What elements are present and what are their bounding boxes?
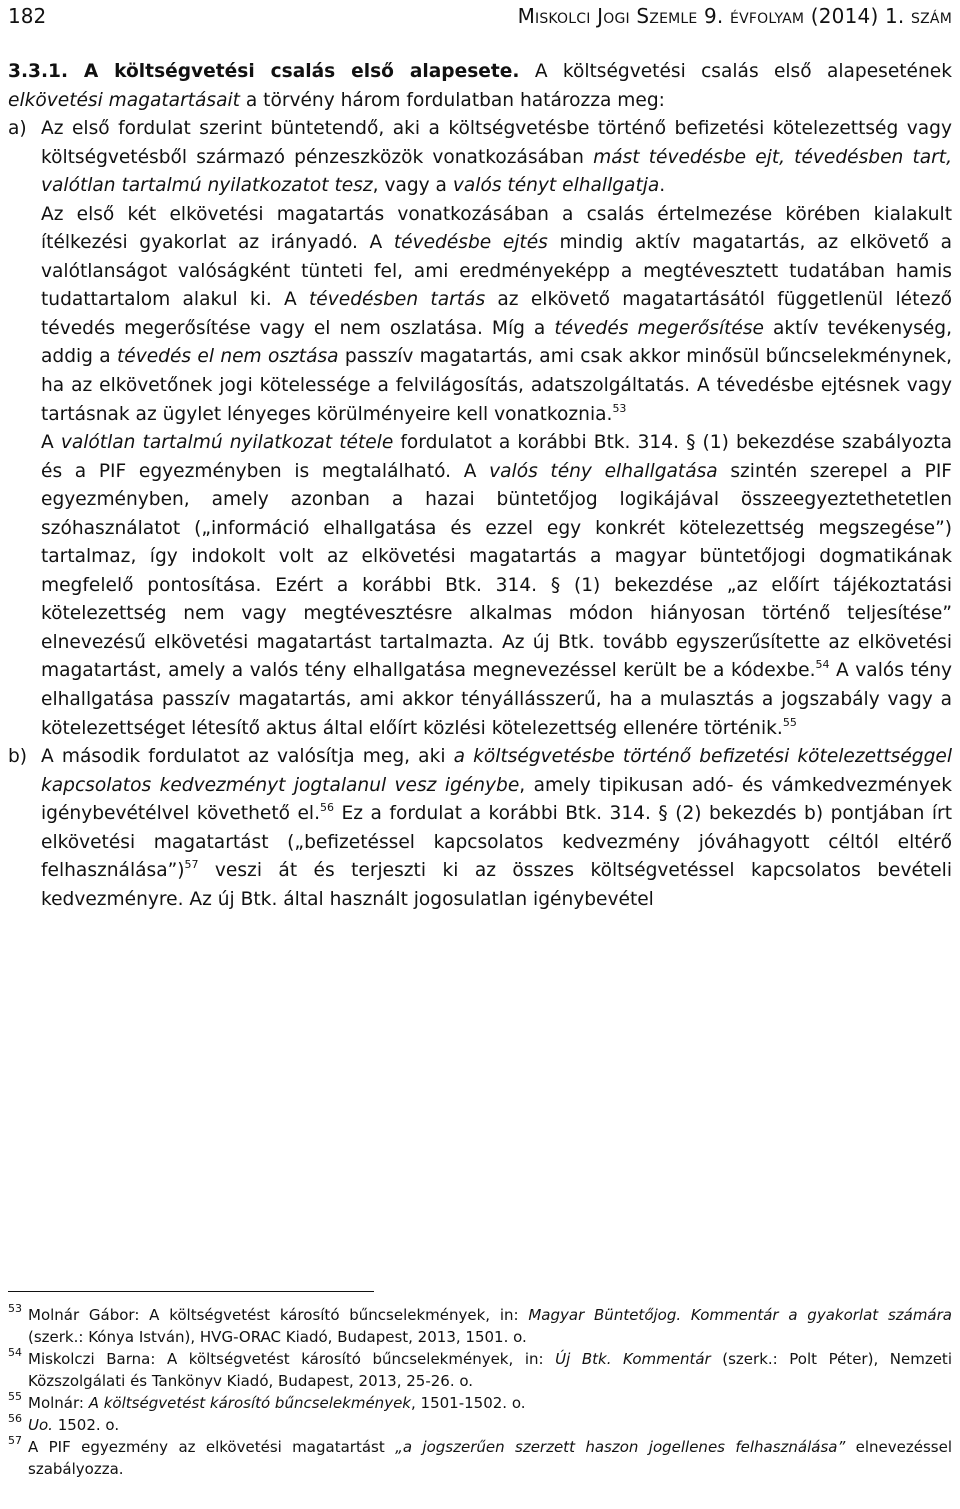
footnote-55 (8, 1392, 952, 1414)
footnote-text: elnevezéssel szabályozza. (28, 1438, 953, 1478)
footnote-53 (8, 1304, 952, 1348)
footnote-text: (szerk.: Polt Péter), Nemzeti Közszolgálati és Tankönyv Kiadó, Budapest, 2013, 25-26. o. (28, 1350, 952, 1390)
text-run: valós tény elhallgatása (489, 460, 718, 482)
text-run: fordulatot a korábbi Btk. 314. § (1) bekezdése szabályozta és a PIF egyezményben is megtalálható. A (41, 432, 952, 482)
footnote-ref[interactable]: 53 (612, 401, 627, 415)
footnote-text: Új Btk. Kommentár (555, 1350, 711, 1368)
footnote-number: 56 (8, 1412, 22, 1425)
footnote-text: , 1501-1502. o. (410, 1394, 526, 1412)
text-run: , amely tipikusan adó- és vámkedvezmények igénybevétélvel követhető el. (41, 774, 952, 825)
text-run: elkövetési magatartásait (8, 89, 240, 111)
text-run: veszi át és terjeszti ki az összes költségvetéssel kapcsolatos bevételi kedvezményre. Az új Btk. által használt jogosulatlan igénybevétel (41, 860, 952, 910)
text-run: szintén szerepel a PIF egyezményben, amely azonban a hazai büntetőjog logikájával összeegyeztethetetlen szóhasználatot („információ elhallgatása és ezzel egy konkrét kötelezettség megszegése”) tartalmaz, így indokolt volt az elkövetési magatartás a magyar büntetőjogi dogmatikának megfelelő pontosítása. Ezért a korábbi Btk. 314. § (1) bekezdése „az előírt tájékoztatási kötelezettség nem vagy megtévesztésre alkalmas módon hiányosan történő teljesítése” elnevezésű elkövetési magatartást tartalmazta. Az új Btk. tovább egyszerűsítette az elkövetési magatartást, amely a valós tény elhallgatása megnevezéssel került be a kódexbe. (41, 460, 953, 682)
footnote-text: Uo. (28, 1416, 53, 1434)
footnote-ref[interactable]: 54 (815, 658, 830, 672)
list-label: a) (8, 118, 27, 140)
footnote-number: 53 (8, 1302, 22, 1315)
text-run: tévedés el nem osztása (116, 346, 339, 368)
journal-title: Miskolci Jogi Szemle 9. évfolyam (2014) 1. szám (517, 4, 952, 28)
text-run: A (41, 432, 61, 454)
running-header (8, 2, 952, 34)
footnote-text: Magyar Büntetőjog. Kommentár a gyakorlat számára (528, 1306, 952, 1324)
footnote-number: 57 (8, 1434, 22, 1447)
footnote-text: (szerk.: Kónya István), HVG-ORAC Kiadó, Budapest, 2013, 1501. o. (28, 1328, 527, 1346)
footnote-separator (8, 1291, 374, 1292)
text-run: valótlan tartalmú nyilatkozat tétele (60, 432, 394, 454)
text-run: Ez a fordulat a korábbi Btk. 314. § (2) bekezdés b) pontjában írt elkövetési magatartást („befizetéssel kapcsolatos kedvezmény jóváhagyott céltól eltérő felhasználása”) (41, 803, 952, 882)
footnote-ref[interactable]: 55 (782, 715, 797, 729)
footnote-text: „a jogszerűen szerzett haszon jogellenes felhasználása” (395, 1438, 846, 1456)
text-run: A valós tény elhallgatása passzív magatartás, ami akkor tényállásszerű, ha a mulasztás a jogszabály vagy a kötelezettséget létesítő aktus által előírt közlési kötelezettség ellenére történik. (41, 660, 952, 739)
footnote-text: Molnár: (28, 1394, 89, 1412)
text-run: tévedés megerősítése (554, 317, 764, 339)
list-label: b) (8, 746, 28, 768)
footnote-number: 54 (8, 1346, 22, 1359)
footnote-ref[interactable]: 56 (320, 801, 335, 815)
text-run: valós tényt elhallgatja (452, 175, 660, 197)
text-run: A második fordulatot az valósítja meg, aki (41, 746, 454, 768)
list-item-text (41, 743, 952, 914)
text-run: . (659, 175, 666, 197)
footnote-57 (8, 1436, 952, 1480)
footnote-56 (8, 1414, 952, 1436)
section-heading: 3.3.1. A költségvetési csalás első alapesete. (8, 61, 520, 82)
footnote-text: A költségvetést károsító bűncselekmények (88, 1394, 411, 1412)
list-item-b (8, 743, 952, 914)
footnote-text: Molnár Gábor: A költségvetést károsító bűncselekmények, in: (28, 1306, 529, 1324)
page-number: 182 (8, 4, 47, 28)
text-run: , vagy a (372, 175, 453, 197)
text-run: az elkövető magatartásától függetlenül létező tévedés megerősítése vagy el nem oszlatása. Míg a (41, 289, 952, 339)
paragraph (41, 429, 952, 743)
text-run: aktív tevékenység, addig a (41, 317, 952, 368)
footnotes (8, 1304, 952, 1480)
list-item-a (8, 115, 952, 743)
footnote-text: A PIF egyezmény az elkövetési magatartást (28, 1438, 396, 1456)
text-run: tévedésbe ejtés (393, 232, 548, 254)
text-run: A költségvetési csalás első alapesetének (534, 61, 952, 82)
text-run: tévedésben tartás (309, 289, 486, 311)
list-item-text (41, 115, 952, 201)
text-run: a törvény három fordulatban határozza meg: (239, 89, 665, 111)
text-run: a költségvetésbe történő befizetési kötelezettséggel kapcsolatos kedvezményt jogtalanul vesz igénybe (41, 746, 952, 796)
footnote-text: Miskolczi Barna: A költségvetést károsító bűncselekmények, in: (28, 1350, 556, 1368)
text-run: Az első két elkövetési magatartás vonatkozásában a csalás értelmezése körében kialakult ítélkezési gyakorlat az irányadó. A (41, 203, 952, 254)
text-run: mást tévedésbe ejt, tévedésben tart, valótlan tartalmú nyilatkozatot tesz (41, 146, 952, 197)
intro-paragraph (8, 58, 952, 115)
footnote-number: 55 (8, 1390, 22, 1403)
footnote-text: 1502. o. (52, 1416, 120, 1434)
footnote-ref[interactable]: 57 (184, 858, 199, 872)
text-run: passzív magatartás, ami csak akkor minősül bűncselekménynek, ha az elkövetőnek jogi kötelessége a felvilágosítás, adatszolgáltatás. A tévedésbe ejtésnek vagy tartásnak az ügylet lényeges körülményeire kell vonatkoznia. (41, 346, 952, 425)
text-run: Az első fordulat szerint büntetendő, aki a költségvetésbe történő befizetési kötelezettség vagy költségvetésből származó pénzeszközök vonatkozásában (41, 118, 952, 168)
text-run: mindig aktív magatartás, az elkövető a valótlanságot valóságként tünteti fel, ami eredményeképp a megtévesztett tudatában hamis tudattartalom alakul ki. A (41, 232, 952, 311)
main-text (8, 58, 952, 914)
footnote-54 (8, 1348, 952, 1392)
paragraph (41, 201, 952, 429)
